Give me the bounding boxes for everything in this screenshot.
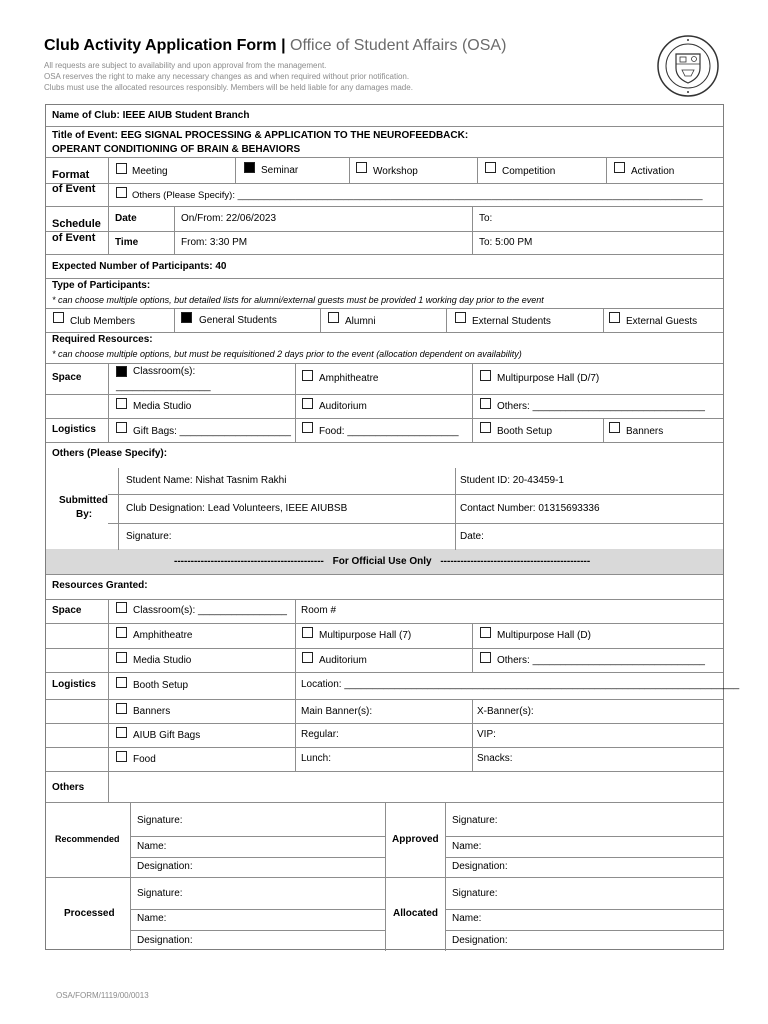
main-banner-field[interactable]: Main Banner(s):	[301, 706, 373, 717]
lunch-field[interactable]: Lunch:	[301, 753, 332, 764]
application-form	[45, 104, 740, 950]
granted-banners-checkbox[interactable]	[116, 703, 127, 714]
recommended-name-field[interactable]: Name:	[137, 841, 167, 852]
submitted-by-label-2: By:	[76, 509, 93, 520]
processed-signature-field[interactable]: Signature:	[137, 888, 183, 899]
food-checkbox[interactable]	[302, 422, 313, 433]
university-seal-icon	[656, 34, 720, 98]
required-resources-note: * can choose multiple options, but must be requisitioned 2 days prior to the event (allocation dependent on availability)	[52, 349, 522, 359]
granted-booth-setup-label: Booth Setup	[133, 680, 189, 691]
processed-label: Processed	[64, 908, 115, 919]
club-name-value[interactable]: IEEE AIUB Student Branch	[122, 110, 250, 121]
banners-checkbox[interactable]	[609, 422, 620, 433]
multipurpose-hall-label: Multipurpose Hall (D/7)	[497, 373, 600, 384]
allocated-signature-field[interactable]: Signature:	[452, 888, 498, 899]
granted-classroom-checkbox[interactable]	[116, 602, 127, 613]
amphitheatre-label: Amphitheatre	[319, 373, 379, 384]
type-external-students-checkbox[interactable]	[455, 312, 466, 323]
resources-others-checkbox[interactable]	[480, 398, 491, 409]
participant-types-note: * can choose multiple options, but detailed lists for alumni/external guests must be provided 1 working day prior to the event	[52, 295, 544, 305]
logistics-label: Logistics	[52, 424, 96, 435]
granted-banners-label: Banners	[133, 706, 171, 717]
format-activation-checkbox[interactable]	[614, 162, 625, 173]
type-external-students-label: External Students	[472, 316, 551, 327]
allocated-label: Allocated	[393, 908, 439, 919]
granted-auditorium-checkbox[interactable]	[302, 652, 313, 663]
time-from-field[interactable]: From: 3:30 PM	[181, 237, 248, 248]
format-competition-checkbox[interactable]	[485, 162, 496, 173]
club-name-field	[52, 110, 249, 122]
schedule-label-2: of Event	[52, 232, 96, 244]
x-banner-field[interactable]: X-Banner(s):	[477, 706, 534, 717]
auditorium-checkbox[interactable]	[302, 398, 313, 409]
classroom-field[interactable]: _________________	[116, 381, 211, 392]
classroom-label: Classroom(s):	[133, 366, 196, 377]
date-from-field[interactable]: On/From: 22/06/2023	[181, 213, 277, 224]
granted-classroom-field[interactable]: Classroom(s): ________________	[133, 605, 287, 616]
time-label: Time	[115, 237, 139, 248]
approved-designation-field[interactable]: Designation:	[452, 861, 508, 872]
granted-mph7-checkbox[interactable]	[302, 627, 313, 638]
note-line: OSA reserves the right to make any necessary changes as and when required without prior notification.	[44, 72, 410, 81]
media-studio-checkbox[interactable]	[116, 398, 127, 409]
granted-others-field[interactable]: Others: _______________________________	[497, 655, 705, 666]
type-alumni-label: Alumni	[345, 316, 376, 327]
granted-food-checkbox[interactable]	[116, 751, 127, 762]
note-line: Clubs must use the allocated resources responsibly. Members will be held liable for any damages made.	[44, 83, 413, 92]
official-use-banner	[174, 556, 590, 568]
participants-field	[52, 261, 227, 273]
time-to-field[interactable]: To: 5:00 PM	[479, 237, 533, 248]
granted-amphitheatre-label: Amphitheatre	[133, 630, 193, 641]
submitter-signature-field[interactable]: Signature:	[126, 531, 172, 542]
recommended-designation-field[interactable]: Designation:	[137, 861, 193, 872]
type-external-guests-checkbox[interactable]	[609, 312, 620, 323]
granted-mphd-checkbox[interactable]	[480, 627, 491, 638]
format-workshop-label: Workshop	[373, 166, 418, 177]
granted-media-studio-checkbox[interactable]	[116, 652, 127, 663]
space-label: Space	[52, 372, 82, 383]
recommended-signature-field[interactable]: Signature:	[137, 815, 183, 826]
date-to-field[interactable]: To:	[479, 213, 493, 224]
form-title: Club Activity Application Form	[44, 37, 277, 54]
participants-value[interactable]: 40	[215, 261, 227, 272]
type-general-students-label: General Students	[199, 315, 277, 326]
form-notes	[44, 60, 654, 93]
format-competition-label: Competition	[502, 166, 556, 177]
room-number-field[interactable]: Room #	[301, 605, 337, 616]
granted-mph7-label: Multipurpose Hall (7)	[319, 630, 412, 641]
student-id-field[interactable]: Student ID: 20-43459-1	[460, 475, 564, 486]
recommended-label: Recommended	[55, 834, 120, 844]
location-field[interactable]: Location: _______________________________________________________________________	[301, 679, 740, 690]
format-seminar-label: Seminar	[261, 165, 299, 176]
banner-dashes-right: ---------------------------------------------	[440, 556, 591, 567]
granted-gift-bags-label: AIUB Gift Bags	[133, 730, 201, 741]
type-club-members-label: Club Members	[70, 316, 136, 327]
granted-space-label: Space	[52, 605, 82, 616]
booth-setup-checkbox[interactable]	[480, 422, 491, 433]
format-label-1: Format	[52, 169, 90, 181]
required-resources-label: Required Resources:	[52, 334, 153, 345]
gift-bags-field[interactable]: Gift Bags: ____________________	[133, 426, 291, 437]
participants-label: Expected Number of Participants:	[52, 261, 213, 272]
type-external-guests-label: External Guests	[626, 316, 698, 327]
schedule-label-1: Schedule	[52, 218, 101, 230]
regular-field[interactable]: Regular:	[301, 729, 339, 740]
booth-setup-label: Booth Setup	[497, 426, 553, 437]
title-separator: |	[281, 37, 286, 54]
processed-name-field[interactable]: Name:	[137, 913, 167, 924]
media-studio-label: Media Studio	[133, 401, 192, 412]
granted-mphd-label: Multipurpose Hall (D)	[497, 630, 591, 641]
submitted-by-label-1: Submitted	[59, 495, 108, 506]
event-title-line1[interactable]: EEG SIGNAL PROCESSING & APPLICATION TO THE NEUROFEEDBACK:	[120, 130, 469, 141]
multipurpose-hall-checkbox[interactable]	[480, 370, 491, 381]
form-title-line	[44, 36, 654, 56]
club-name-label: Name of Club:	[52, 110, 120, 121]
date-label: Date	[115, 213, 137, 224]
format-others-checkbox[interactable]	[116, 187, 127, 198]
type-alumni-checkbox[interactable]	[328, 312, 339, 323]
granted-others-checkbox[interactable]	[480, 652, 491, 663]
granted-food-label: Food	[133, 754, 156, 765]
contact-number-field[interactable]: Contact Number: 01315693336	[460, 503, 600, 514]
classroom-checkbox[interactable]	[116, 366, 127, 377]
form-subtitle: Office of Student Affairs (OSA)	[290, 37, 507, 54]
student-name-field[interactable]: Student Name: Nishat Tasnim Rakhi	[126, 475, 287, 486]
form-code: OSA/FORM/1119/00/0013	[56, 991, 149, 1000]
granted-amphitheatre-checkbox[interactable]	[116, 627, 127, 638]
note-line: All requests are subject to availability and upon approval from the management.	[44, 61, 327, 70]
format-meeting-label: Meeting	[132, 166, 168, 177]
allocated-name-field[interactable]: Name:	[452, 913, 482, 924]
format-meeting-checkbox[interactable]	[116, 163, 127, 174]
allocated-designation-field[interactable]: Designation:	[452, 935, 508, 946]
gift-bags-checkbox[interactable]	[116, 422, 127, 433]
auditorium-label: Auditorium	[319, 401, 367, 412]
granted-others-label: Others	[52, 782, 85, 793]
type-general-students-checkbox[interactable]	[181, 312, 192, 323]
type-club-members-checkbox[interactable]	[53, 312, 64, 323]
official-use-title: For Official Use Only	[332, 556, 432, 567]
resources-granted-label: Resources Granted:	[52, 580, 148, 591]
snacks-field[interactable]: Snacks:	[477, 753, 513, 764]
granted-auditorium-label: Auditorium	[319, 655, 367, 666]
form-header	[44, 36, 654, 93]
event-title-label: Title of Event:	[52, 130, 118, 141]
others-specify-label: Others (Please Specify):	[52, 448, 168, 459]
banners-label: Banners	[626, 426, 664, 437]
event-title-line2[interactable]: OPERANT CONDITIONING OF BRAIN & BEHAVIORS	[52, 144, 301, 155]
format-activation-label: Activation	[631, 166, 675, 177]
resources-others-field[interactable]: Others: _______________________________	[497, 401, 705, 412]
food-field[interactable]: Food: ____________________	[319, 426, 459, 437]
approved-name-field[interactable]: Name:	[452, 841, 482, 852]
format-seminar-checkbox[interactable]	[244, 162, 255, 173]
format-others-field[interactable]: Others (Please Specify): ________________________________________________________________________________________	[132, 190, 703, 201]
amphitheatre-checkbox[interactable]	[302, 370, 313, 381]
approved-signature-field[interactable]: Signature:	[452, 815, 498, 826]
processed-designation-field[interactable]: Designation:	[137, 935, 193, 946]
banner-dashes-left: ---------------------------------------------	[174, 556, 324, 567]
participant-types-label: Type of Participants:	[52, 280, 151, 291]
vip-field[interactable]: VIP:	[477, 729, 496, 740]
club-designation-field[interactable]: Club Designation: Lead Volunteers, IEEE AIUBSB	[126, 503, 348, 514]
submitter-date-field[interactable]: Date:	[460, 531, 484, 542]
granted-gift-bags-checkbox[interactable]	[116, 727, 127, 738]
granted-logistics-label: Logistics	[52, 679, 96, 690]
event-title-field	[52, 130, 468, 142]
granted-booth-setup-checkbox[interactable]	[116, 677, 127, 688]
format-label-2: of Event	[52, 183, 96, 195]
granted-media-studio-label: Media Studio	[133, 655, 192, 666]
format-workshop-checkbox[interactable]	[356, 162, 367, 173]
approved-label: Approved	[392, 834, 439, 845]
